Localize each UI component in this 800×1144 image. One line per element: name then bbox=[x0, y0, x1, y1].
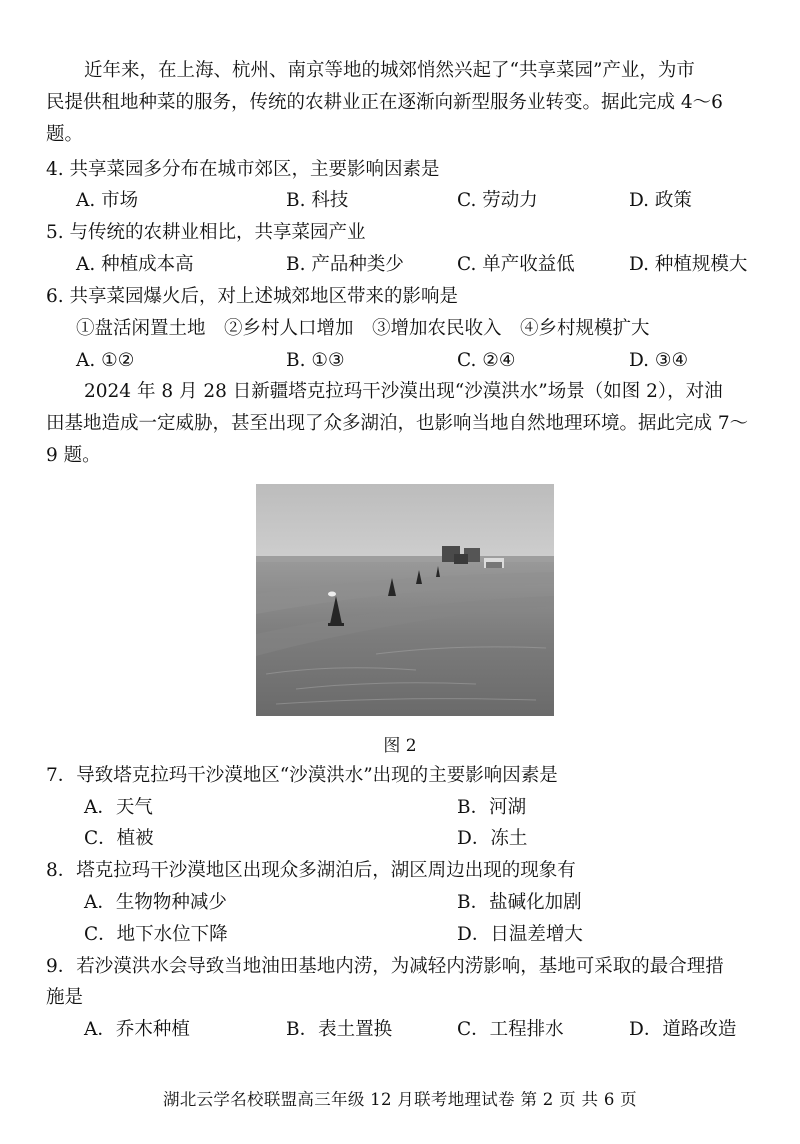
q5-option-d: D. 种植规模大 bbox=[629, 254, 748, 275]
q4-option-a: A. 市场 bbox=[76, 190, 139, 211]
passage-2-line-1: 2024 年 8 月 28 日新疆塔克拉玛干沙漠出现“沙漠洪水”场景（如图 2），对油 bbox=[84, 381, 723, 402]
q6-statements: ①盘活闲置土地 ②乡村人口增加 ③增加农民收入 ④乡村规模扩大 bbox=[76, 318, 650, 339]
q9-option-b: B．表土置换 bbox=[286, 1019, 393, 1040]
q7-option-c: C．植被 bbox=[84, 828, 154, 849]
passage-2-line-2: 田基地造成一定威胁，甚至出现了众多湖泊，也影响当地自然地理环境。据此完成 7～ bbox=[46, 413, 749, 434]
q5-option-a: A. 种植成本高 bbox=[76, 254, 194, 275]
figure-caption: 图 2 bbox=[383, 736, 417, 756]
page-footer: 湖北云学名校联盟高三年级 12 月联考地理试卷 第 2 页 共 6 页 bbox=[163, 1090, 637, 1109]
q6-option-c: C. ②④ bbox=[457, 350, 516, 371]
question-5-stem: 5. 与传统的农耕业相比，共享菜园产业 bbox=[46, 222, 366, 243]
q8-option-d: D．日温差增大 bbox=[457, 924, 583, 945]
q8-option-a: A．生物物种减少 bbox=[84, 892, 227, 913]
question-6-stem: 6. 共享菜园爆火后，对上述城郊地区带来的影响是 bbox=[46, 286, 459, 307]
q9-option-a: A．乔木种植 bbox=[84, 1019, 190, 1040]
q7-option-a: A．天气 bbox=[84, 797, 153, 818]
q8-option-b: B．盐碱化加剧 bbox=[457, 892, 582, 913]
q7-option-d: D．冻土 bbox=[457, 828, 528, 849]
question-4-stem: 4. 共享菜园多分布在城市郊区，主要影响因素是 bbox=[46, 159, 440, 180]
q4-option-d: D. 政策 bbox=[629, 190, 692, 211]
question-9-stem-line-1: 9．若沙漠洪水会导致当地油田基地内涝，为减轻内涝影响，基地可采取的最合理措 bbox=[46, 956, 724, 977]
passage-1-line-1: 近年来，在上海、杭州、南京等地的城郊悄然兴起了“共享菜园”产业，为市 bbox=[84, 60, 695, 81]
desert-flood-photo bbox=[256, 484, 554, 716]
q9-option-d: D．道路改造 bbox=[629, 1019, 737, 1040]
passage-2-line-3: 9 题。 bbox=[46, 445, 101, 466]
q6-option-d: D. ③④ bbox=[629, 350, 689, 371]
question-9-stem-line-2: 施是 bbox=[46, 987, 84, 1008]
q4-option-b: B. 科技 bbox=[286, 190, 349, 211]
q6-option-a: A. ①② bbox=[76, 350, 135, 371]
q6-option-b: B. ①③ bbox=[286, 350, 345, 371]
q7-option-b: B．河湖 bbox=[457, 797, 527, 818]
passage-1-line-2: 民提供租地种菜的服务，传统的农耕业正在逐渐向新型服务业转变。据此完成 4～6 bbox=[46, 92, 723, 113]
q5-option-b: B. 产品种类少 bbox=[286, 254, 404, 275]
passage-1-line-3: 题。 bbox=[46, 124, 84, 145]
q8-option-c: C．地下水位下降 bbox=[84, 924, 228, 945]
q5-option-c: C. 单产收益低 bbox=[457, 254, 575, 275]
q4-option-c: C. 劳动力 bbox=[457, 190, 538, 211]
question-7-stem: 7．导致塔克拉玛干沙漠地区“沙漠洪水”出现的主要影响因素是 bbox=[46, 765, 558, 786]
q9-option-c: C．工程排水 bbox=[457, 1019, 564, 1040]
question-8-stem: 8．塔克拉玛干沙漠地区出现众多湖泊后，湖区周边出现的现象有 bbox=[46, 860, 576, 881]
